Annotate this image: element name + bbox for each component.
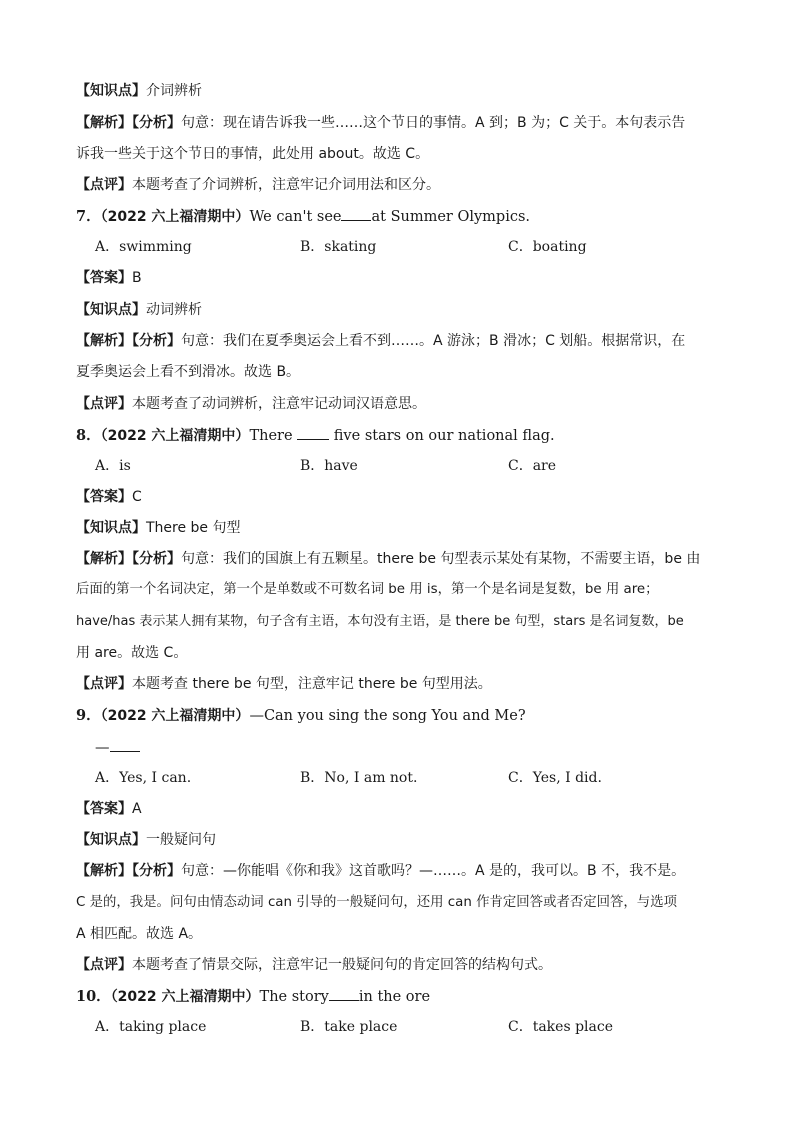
question-number: 10．: [76, 988, 111, 1005]
analysis-continuation: 夏季奥运会上看不到滑冰。故选 B。: [76, 364, 301, 380]
comment-row: [76, 955, 716, 975]
analysis-continuation: 后面的第一个名词决定，第一个是单数或不可数名词 be 用 is，第一个是名词是复数，be 用 are；: [76, 582, 659, 597]
comment-tag: 【点评】: [76, 177, 132, 193]
knowledge-point-row: [76, 300, 716, 320]
answer-row: [76, 268, 716, 288]
question-number: 7．: [76, 208, 101, 225]
stem-part-a: The story: [259, 989, 329, 1005]
analysis-row: [76, 113, 716, 133]
analysis-text: 句意：我们的国旗上有五颗星。there be 句型表示某处有某物，不需要主语，be 由: [181, 551, 701, 567]
question-number: 9．: [76, 707, 101, 724]
reply-line: [95, 737, 735, 758]
knowledge-text: There be 句型: [146, 520, 241, 536]
knowledge-tag: 【知识点】: [76, 520, 146, 536]
answer-value: A: [132, 801, 142, 817]
option-b: B．have: [300, 458, 358, 474]
option-a: A．Yes, I can.: [95, 770, 192, 786]
reply-dash: —: [95, 740, 110, 756]
analysis-continuation: have/has 表示某人拥有某物，句子含有主语，本句没有主语，是 there be 句型，stars 是名词复数，be: [76, 614, 684, 629]
answer-blank: [329, 986, 359, 1001]
option-c: C．are: [508, 458, 557, 474]
option-b: B．take place: [300, 1019, 398, 1035]
option-b: B．skating: [300, 239, 377, 255]
stem-part-b: at Summer Olympics.: [371, 209, 531, 225]
answer-blank: [341, 206, 371, 221]
stem-text: —Can you sing the song You and Me?: [249, 708, 526, 724]
option-a: A．is: [95, 458, 131, 474]
knowledge-point-row: [76, 81, 716, 101]
question-source: （2022 六上福清期中）: [100, 428, 250, 444]
analysis-continuation: 诉我一些关于这个节日的事情，此处用 about。故选 C。: [76, 146, 430, 162]
question-source: （2022 六上福清期中）: [100, 209, 250, 225]
question-8-stem: [76, 425, 716, 446]
answer-value: B: [132, 270, 142, 286]
knowledge-text: 介词辨析: [146, 83, 202, 99]
option-c: C．boating: [508, 239, 587, 255]
analysis-text: 句意：—你能唱《你和我》这首歌吗？—……。A 是的，我可以。B 不，我不是。: [181, 863, 686, 879]
answer-tag: 【答案】: [76, 801, 132, 817]
option-c: C．Yes, I did.: [508, 770, 602, 786]
stem-part-b: in the ore: [358, 989, 431, 1005]
analysis-continuation: A 相匹配。故选 A。: [76, 926, 203, 942]
analysis-continuation: 用 are。故选 C。: [76, 645, 188, 661]
analysis-continuation: C 是的，我是。问句由情态动词 can 引导的一般疑问句，还用 can 作肯定回答或者否定回答，与选项: [76, 895, 677, 910]
option-c: C．takes place: [508, 1019, 613, 1035]
answer-tag: 【答案】: [76, 489, 132, 505]
comment-text: 本题考查 there be 句型，注意牢记 there be 句型用法。: [132, 676, 492, 692]
comment-text: 本题考查了情景交际，注意牢记一般疑问句的肯定回答的结构句式。: [132, 957, 552, 973]
analysis-row: [76, 331, 716, 351]
stem-part-b: five stars on our national flag.: [333, 428, 555, 444]
analysis-tag: 【解析】【分析】: [76, 863, 181, 879]
answer-row: [76, 487, 716, 507]
comment-tag: 【点评】: [76, 396, 132, 412]
knowledge-tag: 【知识点】: [76, 832, 146, 848]
comment-row: [76, 394, 716, 414]
comment-row: [76, 175, 716, 195]
option-b: B．No, I am not.: [300, 770, 418, 786]
question-10-stem: [76, 986, 716, 1007]
comment-tag: 【点评】: [76, 676, 132, 692]
analysis-tag: 【解析】【分析】: [76, 333, 181, 349]
comment-row: [76, 674, 716, 694]
answer-tag: 【答案】: [76, 270, 132, 286]
analysis-row: [76, 861, 716, 881]
analysis-text: 句意：现在请告诉我一些……这个节日的事情。A 到；B 为；C 关于。本句表示告: [181, 115, 686, 131]
analysis-row: [76, 549, 716, 569]
comment-text: 本题考查了介词辨析，注意牢记介词用法和区分。: [132, 177, 440, 193]
question-source: （2022 六上福清期中）: [100, 708, 250, 724]
analysis-text: 句意：我们在夏季奥运会上看不到……。A 游泳；B 滑冰；C 划船。根据常识，在: [181, 333, 686, 349]
knowledge-tag: 【知识点】: [76, 302, 146, 318]
knowledge-point-row: [76, 830, 716, 850]
question-number: 8．: [76, 427, 101, 444]
comment-text: 本题考查了动词辨析，注意牢记动词汉语意思。: [132, 396, 426, 412]
stem-part-a: There: [249, 428, 293, 444]
question-9-stem: [76, 706, 716, 726]
analysis-tag: 【解析】【分析】: [76, 551, 181, 567]
stem-part-a: We can't see: [249, 209, 342, 225]
question-source: （2022 六上福清期中）: [110, 989, 260, 1005]
question-7-stem: [76, 206, 716, 227]
knowledge-tag: 【知识点】: [76, 83, 146, 99]
analysis-tag: 【解析】【分析】: [76, 115, 181, 131]
knowledge-point-row: [76, 518, 716, 538]
comment-tag: 【点评】: [76, 957, 132, 973]
answer-value: C: [132, 489, 142, 505]
option-a: A．taking place: [95, 1019, 207, 1035]
knowledge-text: 一般疑问句: [146, 832, 216, 848]
answer-row: [76, 799, 716, 819]
answer-blank: [110, 737, 140, 752]
answer-blank: [297, 425, 329, 440]
option-a: A．swimming: [95, 239, 192, 255]
knowledge-text: 动词辨析: [146, 302, 202, 318]
